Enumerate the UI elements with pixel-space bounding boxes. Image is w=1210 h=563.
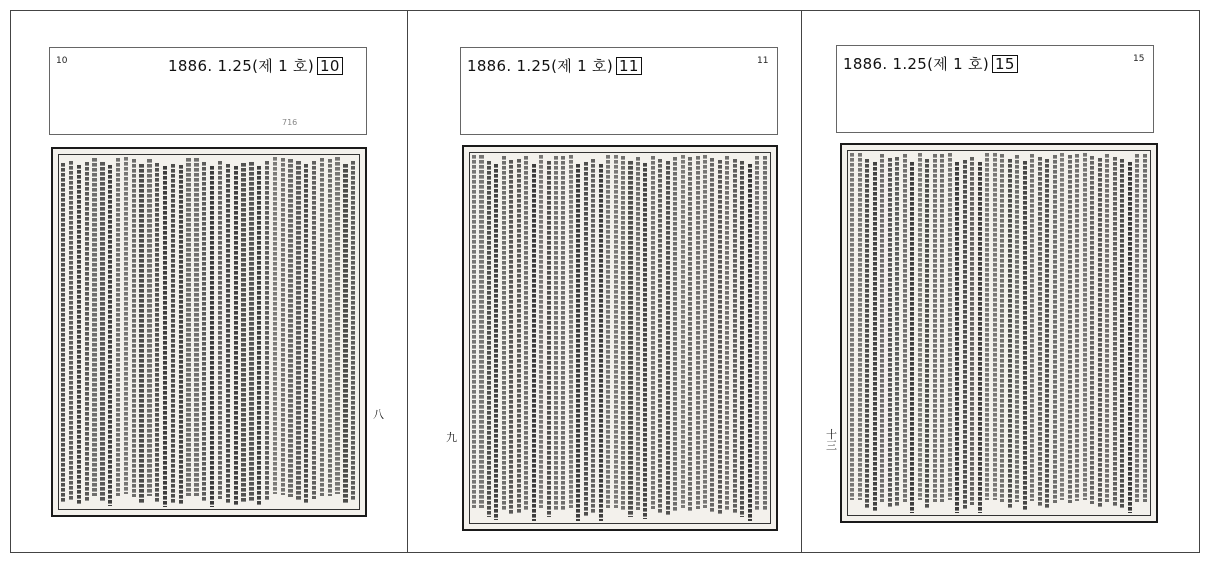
text-column-texture <box>296 161 300 500</box>
text-column-texture <box>858 153 862 500</box>
page-panel-15 <box>802 11 1201 552</box>
text-column-texture <box>903 154 907 502</box>
text-column-texture <box>100 162 104 501</box>
text-column-texture <box>569 155 573 508</box>
text-column-texture <box>1045 159 1049 508</box>
text-column-texture <box>614 155 618 508</box>
text-column-texture <box>335 157 339 494</box>
text-column-texture <box>524 156 528 510</box>
text-column-texture <box>591 159 595 513</box>
text-column-texture <box>1113 157 1117 506</box>
text-column-texture <box>940 154 944 502</box>
text-column-texture <box>328 159 332 496</box>
text-column-texture <box>539 155 543 508</box>
text-column-texture <box>1030 154 1034 501</box>
text-column-texture <box>850 153 854 500</box>
text-column-texture <box>116 158 120 496</box>
text-column-texture <box>1128 162 1132 513</box>
page-number-small: 15 <box>1133 54 1145 64</box>
text-column-texture <box>61 163 65 503</box>
text-column-texture <box>963 160 967 509</box>
text-column-texture <box>710 158 714 512</box>
text-column-texture <box>517 159 521 514</box>
text-column-texture <box>865 159 869 509</box>
text-column-texture <box>888 158 892 507</box>
text-column-texture <box>249 162 253 502</box>
text-column-texture <box>955 162 959 513</box>
text-column-texture <box>218 161 222 499</box>
text-column-texture <box>561 156 565 510</box>
text-column-texture <box>210 166 214 507</box>
text-column-texture <box>226 164 230 504</box>
text-column-texture <box>1060 153 1064 500</box>
text-column-texture <box>351 161 355 500</box>
page-panel-11 <box>408 11 801 552</box>
newspaper-scan <box>51 147 367 517</box>
text-column-texture <box>147 159 151 496</box>
text-column-texture <box>673 157 677 511</box>
text-column-texture <box>584 162 588 517</box>
text-column-texture <box>1053 155 1057 503</box>
text-column-texture <box>171 164 175 503</box>
boxed-page-number: 15 <box>992 55 1018 73</box>
text-column-texture <box>139 164 143 504</box>
text-column-texture <box>576 164 580 521</box>
text-column-texture <box>1015 155 1019 502</box>
text-column-texture <box>978 162 982 513</box>
text-column-texture <box>502 156 506 510</box>
text-column-texture <box>155 163 159 503</box>
text-column-texture <box>925 159 929 509</box>
text-column-texture <box>186 158 190 496</box>
text-column-texture <box>281 158 285 495</box>
text-column-texture <box>910 162 914 513</box>
text-column-texture <box>666 161 670 516</box>
text-column-texture <box>472 155 476 508</box>
text-column-texture <box>880 154 884 502</box>
text-column-texture <box>547 161 551 517</box>
text-column-texture <box>725 156 729 510</box>
text-column-texture <box>703 155 707 508</box>
text-column-texture <box>163 166 167 507</box>
text-column-texture <box>748 164 752 521</box>
side-page-glyph: 九 <box>446 431 457 444</box>
text-column-texture <box>1120 159 1124 509</box>
text-column-texture <box>69 161 73 500</box>
issue-date: 1886. 1.25(제 1 호) 11 <box>467 55 642 76</box>
text-column-texture <box>933 154 937 502</box>
text-column-texture <box>554 156 558 510</box>
page-header-box <box>460 47 778 135</box>
text-column-texture <box>304 164 308 504</box>
side-page-glyph: 八 <box>373 408 384 421</box>
text-column-texture <box>763 156 767 510</box>
text-column-texture <box>948 153 952 500</box>
text-column-texture <box>993 153 997 500</box>
text-column-texture <box>241 163 245 502</box>
text-column-texture <box>643 163 647 519</box>
text-column-texture <box>658 159 662 514</box>
text-column-texture <box>1023 161 1027 511</box>
page-header-box <box>49 47 367 135</box>
text-column-texture <box>985 153 989 500</box>
text-column-texture <box>1038 157 1042 506</box>
text-column-texture <box>651 156 655 509</box>
page-panel-10 <box>11 11 407 552</box>
text-column-texture <box>696 156 700 509</box>
text-column-texture <box>194 158 198 496</box>
page-number-small: 10 <box>56 56 68 66</box>
newspaper-scan <box>840 143 1158 523</box>
page-header-box <box>836 45 1154 133</box>
text-column-texture <box>1008 159 1012 509</box>
text-column-texture <box>1000 154 1004 502</box>
text-column-texture <box>1098 158 1102 507</box>
text-column-texture <box>688 157 692 511</box>
text-column-texture <box>599 164 603 521</box>
text-column-texture <box>895 157 899 506</box>
text-column-texture <box>681 155 685 508</box>
text-column-texture <box>202 162 206 501</box>
text-column-texture <box>970 157 974 505</box>
text-column-texture <box>755 156 759 510</box>
text-column-texture <box>179 165 183 505</box>
boxed-page-number: 10 <box>317 57 343 75</box>
text-column-texture <box>918 153 922 500</box>
boxed-page-number: 11 <box>616 57 642 75</box>
text-column-texture <box>1143 154 1147 502</box>
text-column-texture <box>265 161 269 500</box>
text-column-texture <box>234 166 238 506</box>
text-column-texture <box>85 162 89 501</box>
text-column-texture <box>288 159 292 497</box>
text-column-texture <box>1068 155 1072 503</box>
text-column-texture <box>532 164 536 521</box>
text-column-texture <box>487 161 491 517</box>
side-page-glyph: 十三 <box>826 428 837 452</box>
text-column-texture <box>509 160 513 515</box>
text-column-texture <box>108 165 112 506</box>
page-number-small: 11 <box>757 56 769 66</box>
text-column-texture <box>621 156 625 510</box>
text-column-texture <box>343 164 347 504</box>
text-column-texture <box>77 165 81 505</box>
reference-number: 716 <box>282 118 298 127</box>
text-column-texture <box>733 159 737 514</box>
text-column-texture <box>1135 154 1139 502</box>
text-column-texture <box>479 155 483 508</box>
newspaper-scan <box>462 145 778 531</box>
text-column-texture <box>132 159 136 497</box>
text-column-texture <box>606 155 610 508</box>
text-column-texture <box>740 161 744 517</box>
text-column-texture <box>718 160 722 515</box>
text-column-texture <box>320 158 324 496</box>
issue-date: 1886. 1.25(제 1 호) 10 <box>168 55 343 76</box>
text-column-texture <box>628 161 632 517</box>
text-column-texture <box>312 161 316 499</box>
text-column-texture <box>1105 154 1109 502</box>
text-column-texture <box>1090 156 1094 504</box>
document-frame <box>10 10 1200 553</box>
text-column-texture <box>92 158 96 496</box>
text-column-texture <box>273 157 277 494</box>
issue-date: 1886. 1.25(제 1 호) 15 <box>843 53 1018 74</box>
text-column-texture <box>1075 154 1079 501</box>
text-column-texture <box>124 157 128 494</box>
text-column-texture <box>1083 153 1087 500</box>
text-column-texture <box>873 162 877 512</box>
text-column-texture <box>636 157 640 510</box>
text-column-texture <box>257 166 261 506</box>
text-column-texture <box>494 164 498 520</box>
